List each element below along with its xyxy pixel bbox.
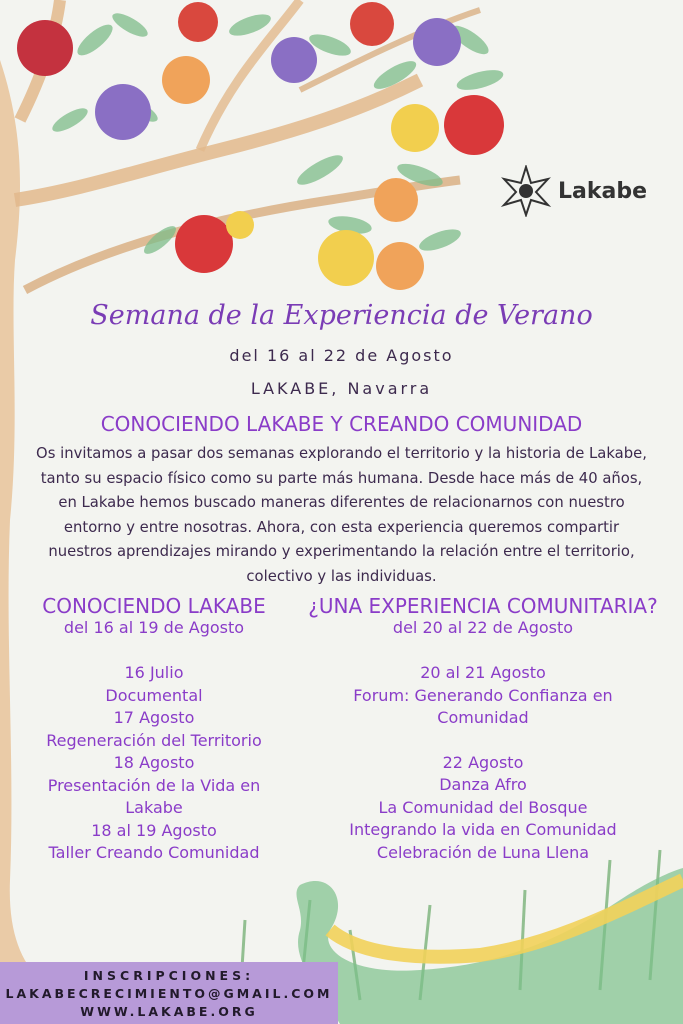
program-line: Celebración de Luna Llena: [376, 842, 590, 862]
program-line: 18 al 19 Agosto: [91, 820, 217, 840]
program-line: Integrando la vida en Comunidad: [349, 820, 617, 839]
event-dates: del 16 al 22 de Agosto: [229, 346, 454, 365]
program-line: 20 al 21 Agosto: [420, 663, 546, 682]
program-line: 16 Julio: [124, 663, 184, 682]
registration-label: INSCRIPCIONES:: [83, 968, 255, 983]
brand-name: Lakabe: [558, 178, 648, 204]
website-link[interactable]: WWW.LAKABE.ORG: [80, 1004, 258, 1019]
event-place: LAKABE, Navarra: [250, 379, 433, 398]
program-line: 17 Agosto: [113, 708, 195, 727]
program-line: Comunidad: [437, 708, 529, 727]
registration-footer: [0, 962, 338, 1024]
event-title: Semana de la Experiencia de Verano: [90, 300, 593, 331]
program-line: Regeneración del Territorio: [46, 730, 262, 750]
program-line: Documental: [105, 685, 203, 705]
right-dates: del 20 al 22 de Agosto: [392, 618, 574, 637]
right-program: [290, 595, 676, 864]
intro-paragraph: Os invitamos a pasar dos semanas explorando el territorio y la historia de Lakabe, tanto su espacio físico como su parte más humana. Desde hace más de 40 años, en Lakabe hemos buscado maneras diferentes de relacionarnos con nuestro entorno y entre nosotras. Ahora, con esta experiencia queremos compartir nuestros aprendizajes mirando y experimentando la relación entre el territorio, colectivo y las individuas.: [36, 445, 647, 585]
program-line: Forum: Generando Confianza en: [353, 685, 613, 705]
spacer: [290, 730, 676, 752]
main-heading: CONOCIENDO LAKABE Y CREANDO COMUNIDAD: [100, 412, 583, 436]
program-line: Lakabe: [125, 798, 183, 817]
left-title: CONOCIENDO LAKABE: [42, 594, 266, 618]
program-line: Presentación de la Vida en: [47, 775, 261, 795]
program-line: 18 Agosto: [113, 753, 195, 772]
left-program: [20, 595, 288, 865]
lakabe-logo: [500, 165, 647, 217]
program-line: La Comunidad del Bosque: [378, 797, 588, 817]
contact-email[interactable]: LAKABECRECIMIENTO@GMAIL.COM: [5, 986, 333, 1001]
program-line: Taller Creando Comunidad: [48, 843, 260, 862]
right-title: ¿UNA EXPERIENCIA COMUNITARIA?: [308, 594, 658, 618]
program-line: Danza Afro: [439, 775, 527, 794]
program-line: 22 Agosto: [442, 752, 524, 772]
star-logo-icon: [500, 165, 552, 217]
left-dates: del 16 al 19 de Agosto: [63, 618, 245, 637]
